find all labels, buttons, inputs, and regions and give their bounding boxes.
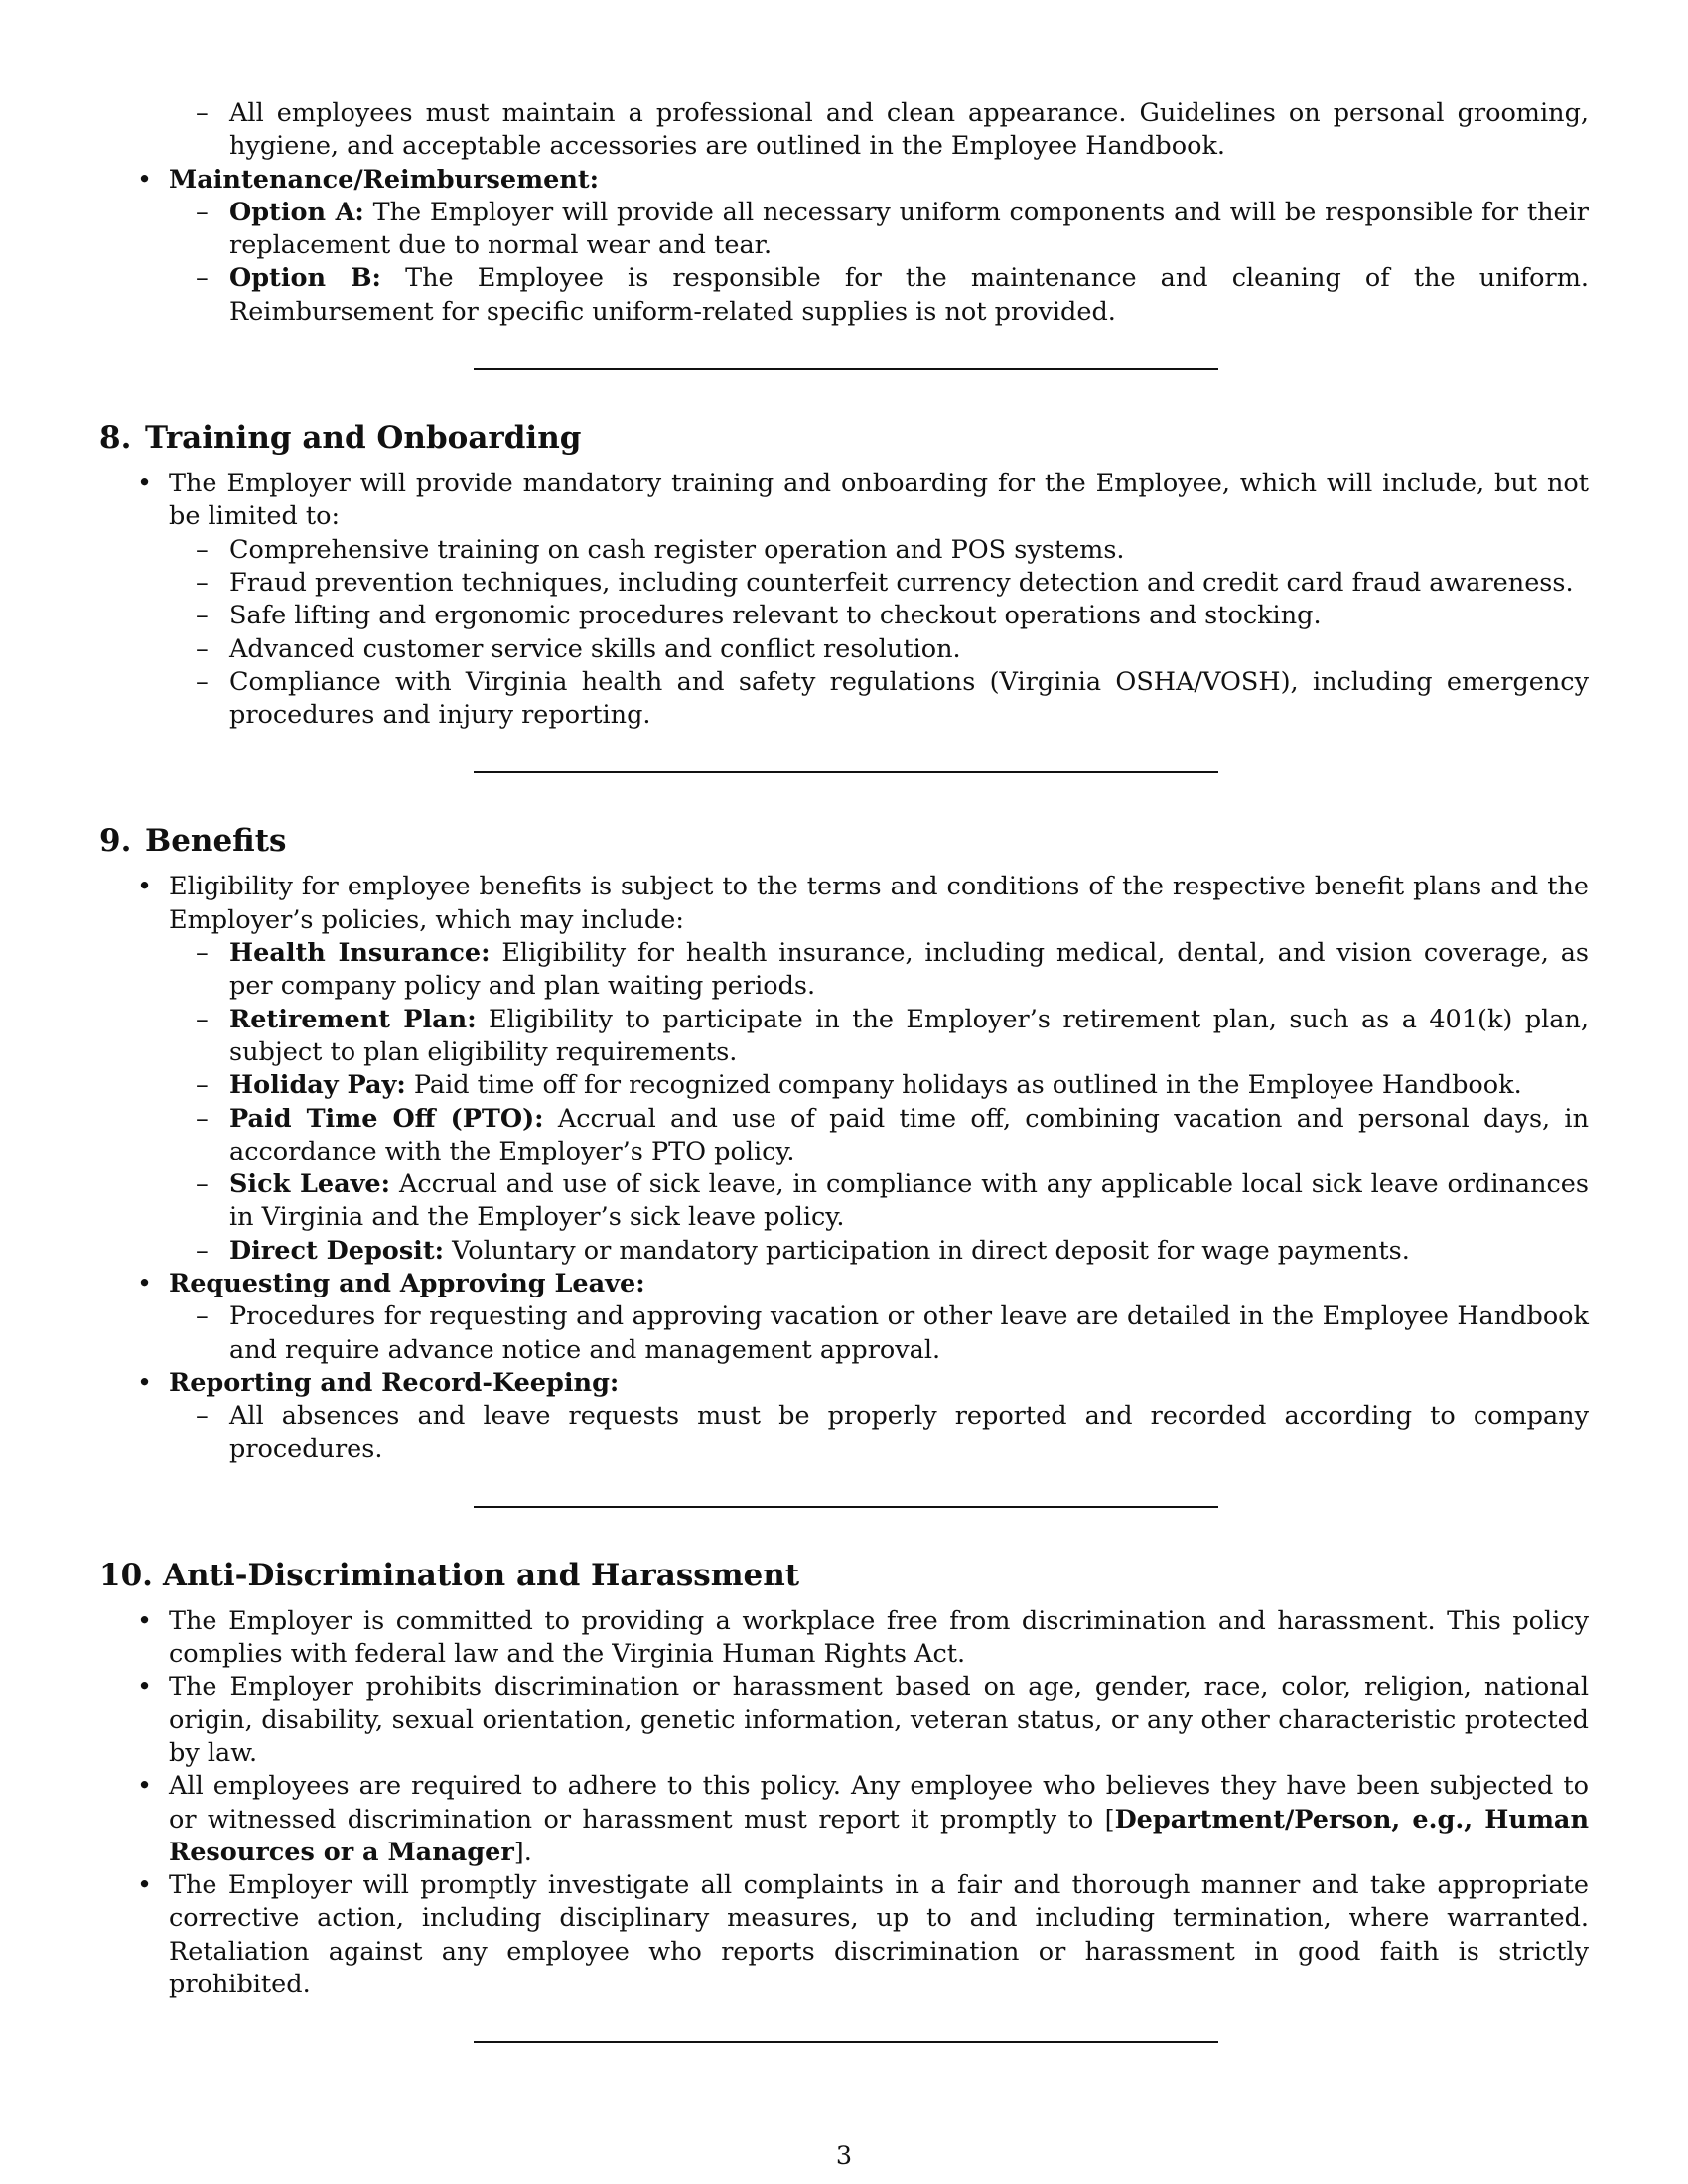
option-b-label: Option B: xyxy=(229,263,381,294)
maintenance-heading-item xyxy=(99,164,1589,197)
section-10-heading xyxy=(99,1556,1589,1595)
policy-item: • The Employer is committed to providing a workplace free from discrimination and harassment. This policy complies with federal law and the Virginia Human Rights Act. xyxy=(99,1605,1589,1672)
policy-item xyxy=(99,1770,1589,1869)
section-divider xyxy=(474,2041,1218,2043)
option-a-label: Option A: xyxy=(229,197,364,227)
benefit-item xyxy=(99,1235,1589,1268)
policy-item: • The Employer prohibits discrimination or harassment based on age, gender, race, color, religion, national origin, disability, sexual orientation, genetic information, veteran status, or any other characteristic protected by law. xyxy=(99,1671,1589,1770)
option-a-item xyxy=(99,197,1589,263)
section-8-heading xyxy=(99,418,1589,458)
training-item: – Comprehensive training on cash register operation and POS systems. xyxy=(99,534,1589,567)
benefit-text: Eligibility to participate in the Employer’s retirement plan, such as a 401(k) plan, subject to plan eligibility requirements. xyxy=(229,1004,1589,1067)
benefit-label: Direct Deposit: xyxy=(229,1235,445,1266)
section-10-number: 10. xyxy=(99,1557,153,1593)
section-10-list xyxy=(99,1605,1589,2002)
option-b-item xyxy=(99,262,1589,329)
option-a-text: The Employer will provide all necessary uniform components and will be responsible for their replacement due to normal wear and tear. xyxy=(229,197,1589,261)
section-divider xyxy=(474,1506,1218,1508)
training-item: – Compliance with Virginia health and safety regulations (Virginia OSHA/VOSH), including emergency procedures and injury reporting. xyxy=(99,666,1589,733)
maintenance-label: Maintenance/Reimbursement: xyxy=(169,164,600,195)
benefit-item xyxy=(99,1168,1589,1235)
benefits-intro-item: • Eligibility for employee benefits is subject to the terms and conditions of the respective benefit plans and the Employer’s policies, which may include: xyxy=(99,871,1589,937)
training-intro-item: • The Employer will provide mandatory training and onboarding for the Employee, which will include, but not be limited to: xyxy=(99,468,1589,534)
section-10-title: Anti-Discrimination and Harassment xyxy=(163,1557,800,1593)
section-8-list xyxy=(99,468,1589,732)
grooming-item: – All employees must maintain a professional and clean appearance. Guidelines on personal grooming, hygiene, and acceptable accessories are outlined in the Employee Handbook. xyxy=(99,97,1589,164)
training-item: – Advanced customer service skills and conflict resolution. xyxy=(99,633,1589,666)
training-item: – Safe lifting and ergonomic procedures relevant to checkout operations and stocking. xyxy=(99,600,1589,632)
page-number: 3 xyxy=(835,2141,853,2171)
reporting-heading-item xyxy=(99,1367,1589,1400)
page-content xyxy=(99,97,1589,2043)
section-9-title: Benefits xyxy=(145,823,287,860)
benefit-text: Accrual and use of paid time off, combining vacation and personal days, in accordance with the Employer’s PTO policy. xyxy=(229,1103,1589,1166)
benefit-item xyxy=(99,1069,1589,1102)
benefit-label: Holiday Pay: xyxy=(229,1070,406,1101)
reporting-item: – All absences and leave requests must be properly reported and recorded according to company procedures. xyxy=(99,1400,1589,1466)
leave-item: – Procedures for requesting and approving vacation or other leave are detailed in the Employee Handbook and require advance notice and management approval. xyxy=(99,1300,1589,1367)
training-item: – Fraud prevention techniques, including counterfeit currency detection and credit card fraud awareness. xyxy=(99,567,1589,600)
section-9-number: 9. xyxy=(99,823,132,860)
benefit-label: Health Insurance: xyxy=(229,938,491,969)
reporting-label: Reporting and Record-Keeping: xyxy=(169,1367,620,1398)
leave-label: Requesting and Approving Leave: xyxy=(169,1269,645,1299)
benefit-label: Retirement Plan: xyxy=(229,1004,477,1034)
section-9-heading xyxy=(99,821,1589,861)
report-text: All employees are required to adhere to this policy. Any employee who believes they have been subjected to or witnessed discrimination or harassment must report it promptly to [ xyxy=(169,1771,1589,1835)
benefit-text: Eligibility for health insurance, including medical, dental, and vision coverage, as per company policy and plan waiting periods. xyxy=(229,938,1590,1002)
benefit-label: Paid Time Off (PTO): xyxy=(229,1103,544,1134)
benefit-item xyxy=(99,1103,1589,1169)
benefit-label: Sick Leave: xyxy=(229,1169,391,1200)
leave-heading-item xyxy=(99,1268,1589,1300)
benefit-item xyxy=(99,937,1589,1004)
benefit-text: Accrual and use of sick leave, in compliance with any applicable local sick leave ordinances in Virginia and the Employer’s sick leave policy. xyxy=(229,1169,1589,1233)
benefit-text: Paid time off for recognized company holidays as outlined in the Employee Handbook. xyxy=(405,1070,1522,1101)
report-contact-placeholder: Department/Person, e.g., Human Resources or a Manager xyxy=(169,1804,1589,1867)
option-b-text: The Employee is responsible for the maintenance and cleaning of the uniform. Reimbursement for specific uniform-related supplies is not provided. xyxy=(229,263,1590,327)
benefit-item xyxy=(99,1004,1589,1070)
report-text-end: ]. xyxy=(513,1837,532,1867)
benefit-text: Voluntary or mandatory participation in direct deposit for wage payments. xyxy=(444,1235,1410,1266)
section-8-title: Training and Onboarding xyxy=(145,420,582,457)
section-9-list xyxy=(99,871,1589,1465)
section-divider xyxy=(474,368,1218,370)
section-divider xyxy=(474,771,1218,773)
policy-item: • The Employer will promptly investigate all complaints in a fair and thorough manner and take appropriate corrective action, including disciplinary measures, up to and including termination, where warranted. Retaliation against any employee who reports discrimination or harassment in good faith is strictly prohibited. xyxy=(99,1869,1589,2001)
uniform-continuation-list xyxy=(99,97,1589,329)
section-8-number: 8. xyxy=(99,420,132,457)
